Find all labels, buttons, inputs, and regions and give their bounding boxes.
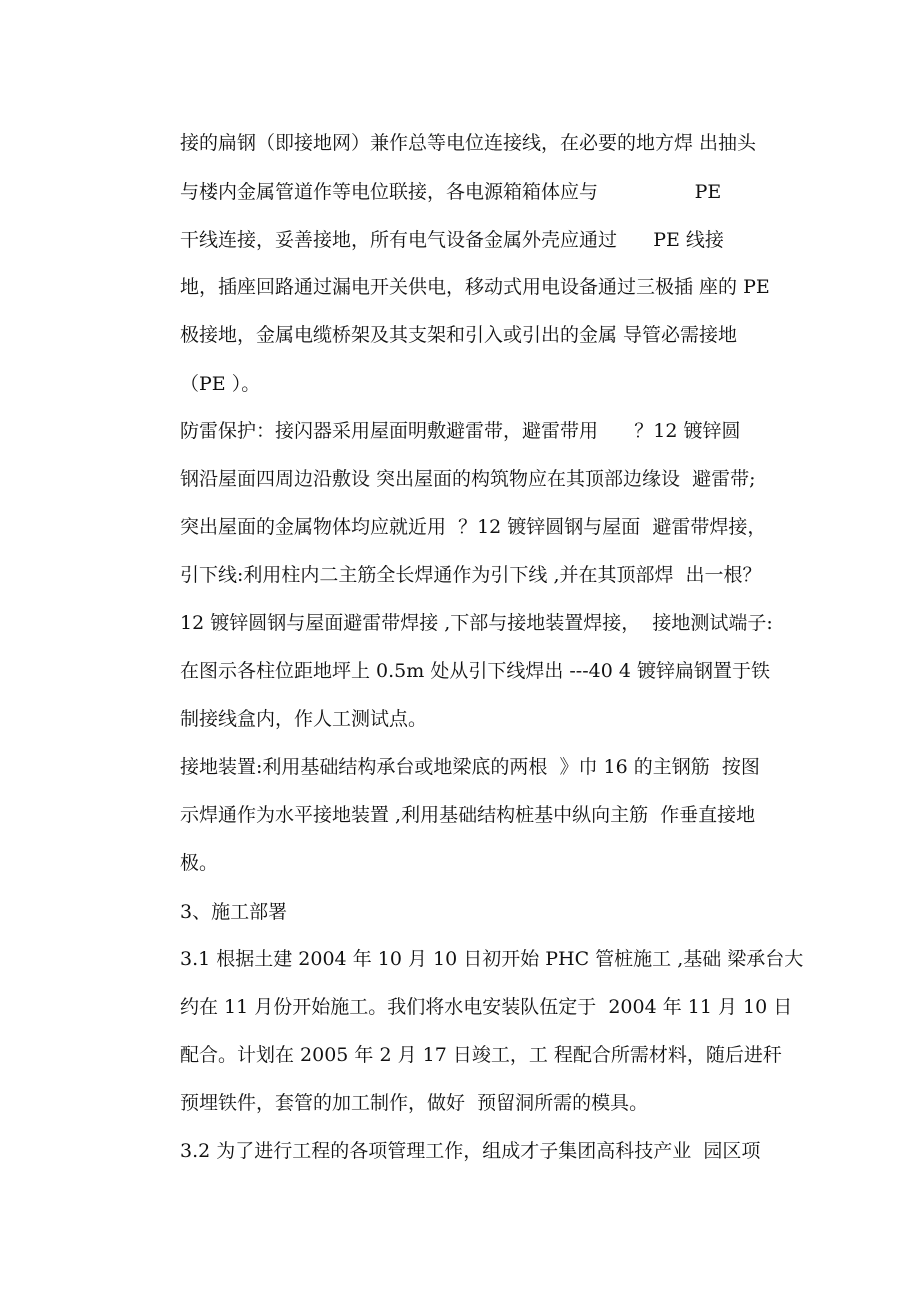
text-line-3: 干线连接，妥善接地，所有电气设备金属外壳应通过 PE 线接: [180, 229, 724, 251]
text-line-9: 突出屋面的金属物体均应就近用 ？12 镀锌圆钢与屋面 避雷带焊接，: [180, 516, 767, 538]
text-line-15: 示焊通作为水平接地装置 ,利用基础结构桩基中纵向主筋 作垂直接地: [180, 804, 756, 826]
text-line-2: 与楼内金属管道作等电位联接，各电源箱箱体应与 PE: [180, 181, 722, 203]
text-line-6: （PE ）。: [180, 373, 261, 395]
text-line-5: 极接地，金属电缆桥架及其支架和引入或引出的金属 导管必需接地: [180, 324, 738, 346]
text-line-7: 防雷保护：接闪器采用屋面明敷避雷带，避雷带用 ？12 镀锌圆: [180, 420, 741, 442]
text-line-4: 地，插座回路通过漏电开关供电，移动式用电设备通过三极插 座的 PE: [180, 276, 770, 298]
text-line-16: 极。: [180, 852, 219, 874]
text-line-1: 接的扁钢（即接地网）兼作总等电位连接线，在必要的地方焊 出抽头: [180, 132, 757, 154]
text-line-11: 12 镀锌圆钢与屋面避雷带焊接 ,下部与接地装置焊接， 接地测试端子:: [180, 612, 773, 634]
text-line-14: 接地装置:利用基础结构承台或地梁底的两根 》巾 16 的主钢筋 按图: [180, 756, 760, 778]
text-line-21: 预埋铁件，套管的加工制作，做好 预留洞所需的模具。: [180, 1092, 649, 1114]
text-line-10: 引下线:利用柱内二主筋全长焊通作为引下线 ,并在其顶部焊 出一根？: [180, 564, 762, 586]
text-line-22: 3.2 为了进行工程的各项管理工作，组成才子集团高科技产业 园区项: [180, 1140, 761, 1162]
text-line-19: 约在 11 月份开始施工。我们将水电安装队伍定于 2004 年 11 月 10 日: [180, 996, 793, 1018]
text-line-13: 制接线盒内，作人工测试点。: [180, 708, 428, 730]
text-line-18: 3.1 根据土建 2004 年 10 月 10 日初开始 PHC 管桩施工 ,基础 梁承台大: [180, 948, 804, 970]
text-line-12: 在图示各柱位距地坪上 0.5m 处从引下线焊出 ---40 4 镀锌扁钢置于铁: [180, 660, 770, 682]
text-line-8: 钢沿屋面四周边沿敷设 突出屋面的构筑物应在其顶部边缘设 避雷带;: [180, 468, 756, 490]
section-heading: 3、施工部署: [180, 901, 288, 923]
text-line-20: 配合。计划在 2005 年 2 月 17 日竣工，工 程配合所需材料，随后进秆: [180, 1044, 782, 1066]
